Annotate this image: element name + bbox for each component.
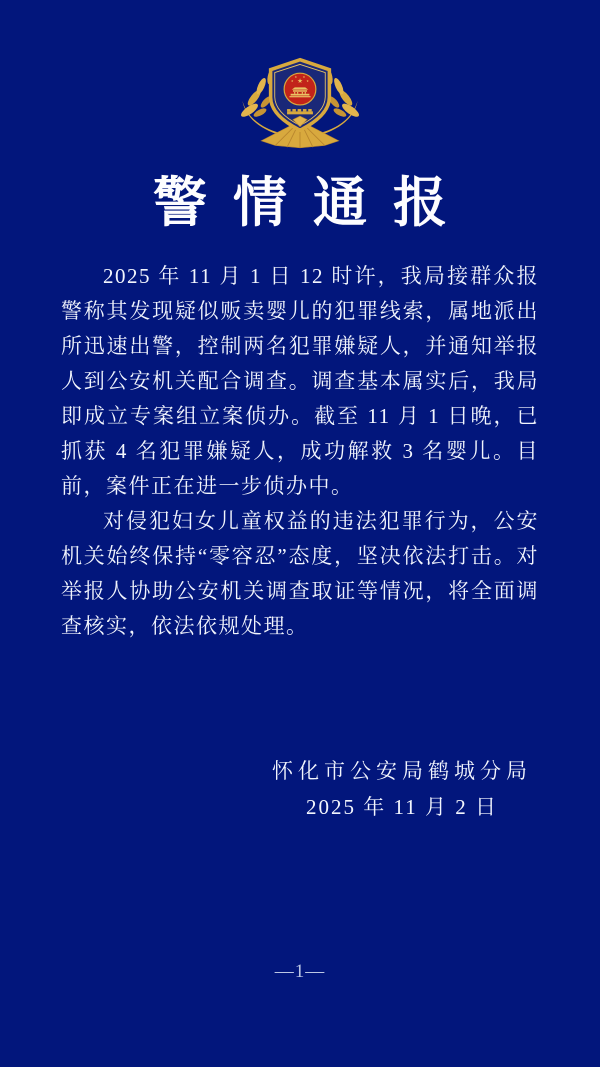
signature-block bbox=[272, 760, 532, 818]
notice-paragraph: 对侵犯妇女儿童权益的违法犯罪行为，公安机关始终保持“零容忍”态度，坚决依法打击。对举报人协助公安机关调查取证等情况，将全面调查核实，依法依规处理。 bbox=[61, 509, 539, 638]
svg-text:★: ★ bbox=[294, 74, 298, 79]
notice-paragraph: 2025 年 11 月 1 日 12 时许，我局接群众报警称其发现疑似贩卖婴儿的犯罪线索，属地派出所迅速出警，控制两名犯罪嫌疑人，并通知举报人到公安机关配合调查。调查基本属实后，我局即成立专案组立案侦办。截至 11 月 1 日晚，已抓获 4 名犯罪嫌疑人，成功解救 3 名婴儿。目前，案件正在进一步侦办中。 bbox=[61, 264, 539, 498]
svg-text:★: ★ bbox=[302, 74, 306, 79]
svg-text:★: ★ bbox=[290, 79, 294, 84]
svg-text:★: ★ bbox=[306, 79, 310, 84]
police-badge-icon bbox=[228, 55, 372, 149]
signature-agency: 怀化市公安局鹤城分局 bbox=[272, 759, 532, 783]
signature-date: 2025 年 11 月 2 日 bbox=[306, 795, 498, 819]
svg-text:★: ★ bbox=[297, 78, 303, 86]
notice-title: 警情通报 bbox=[153, 173, 473, 233]
notice-body bbox=[0, 259, 600, 644]
page-number: —1— bbox=[274, 961, 326, 982]
